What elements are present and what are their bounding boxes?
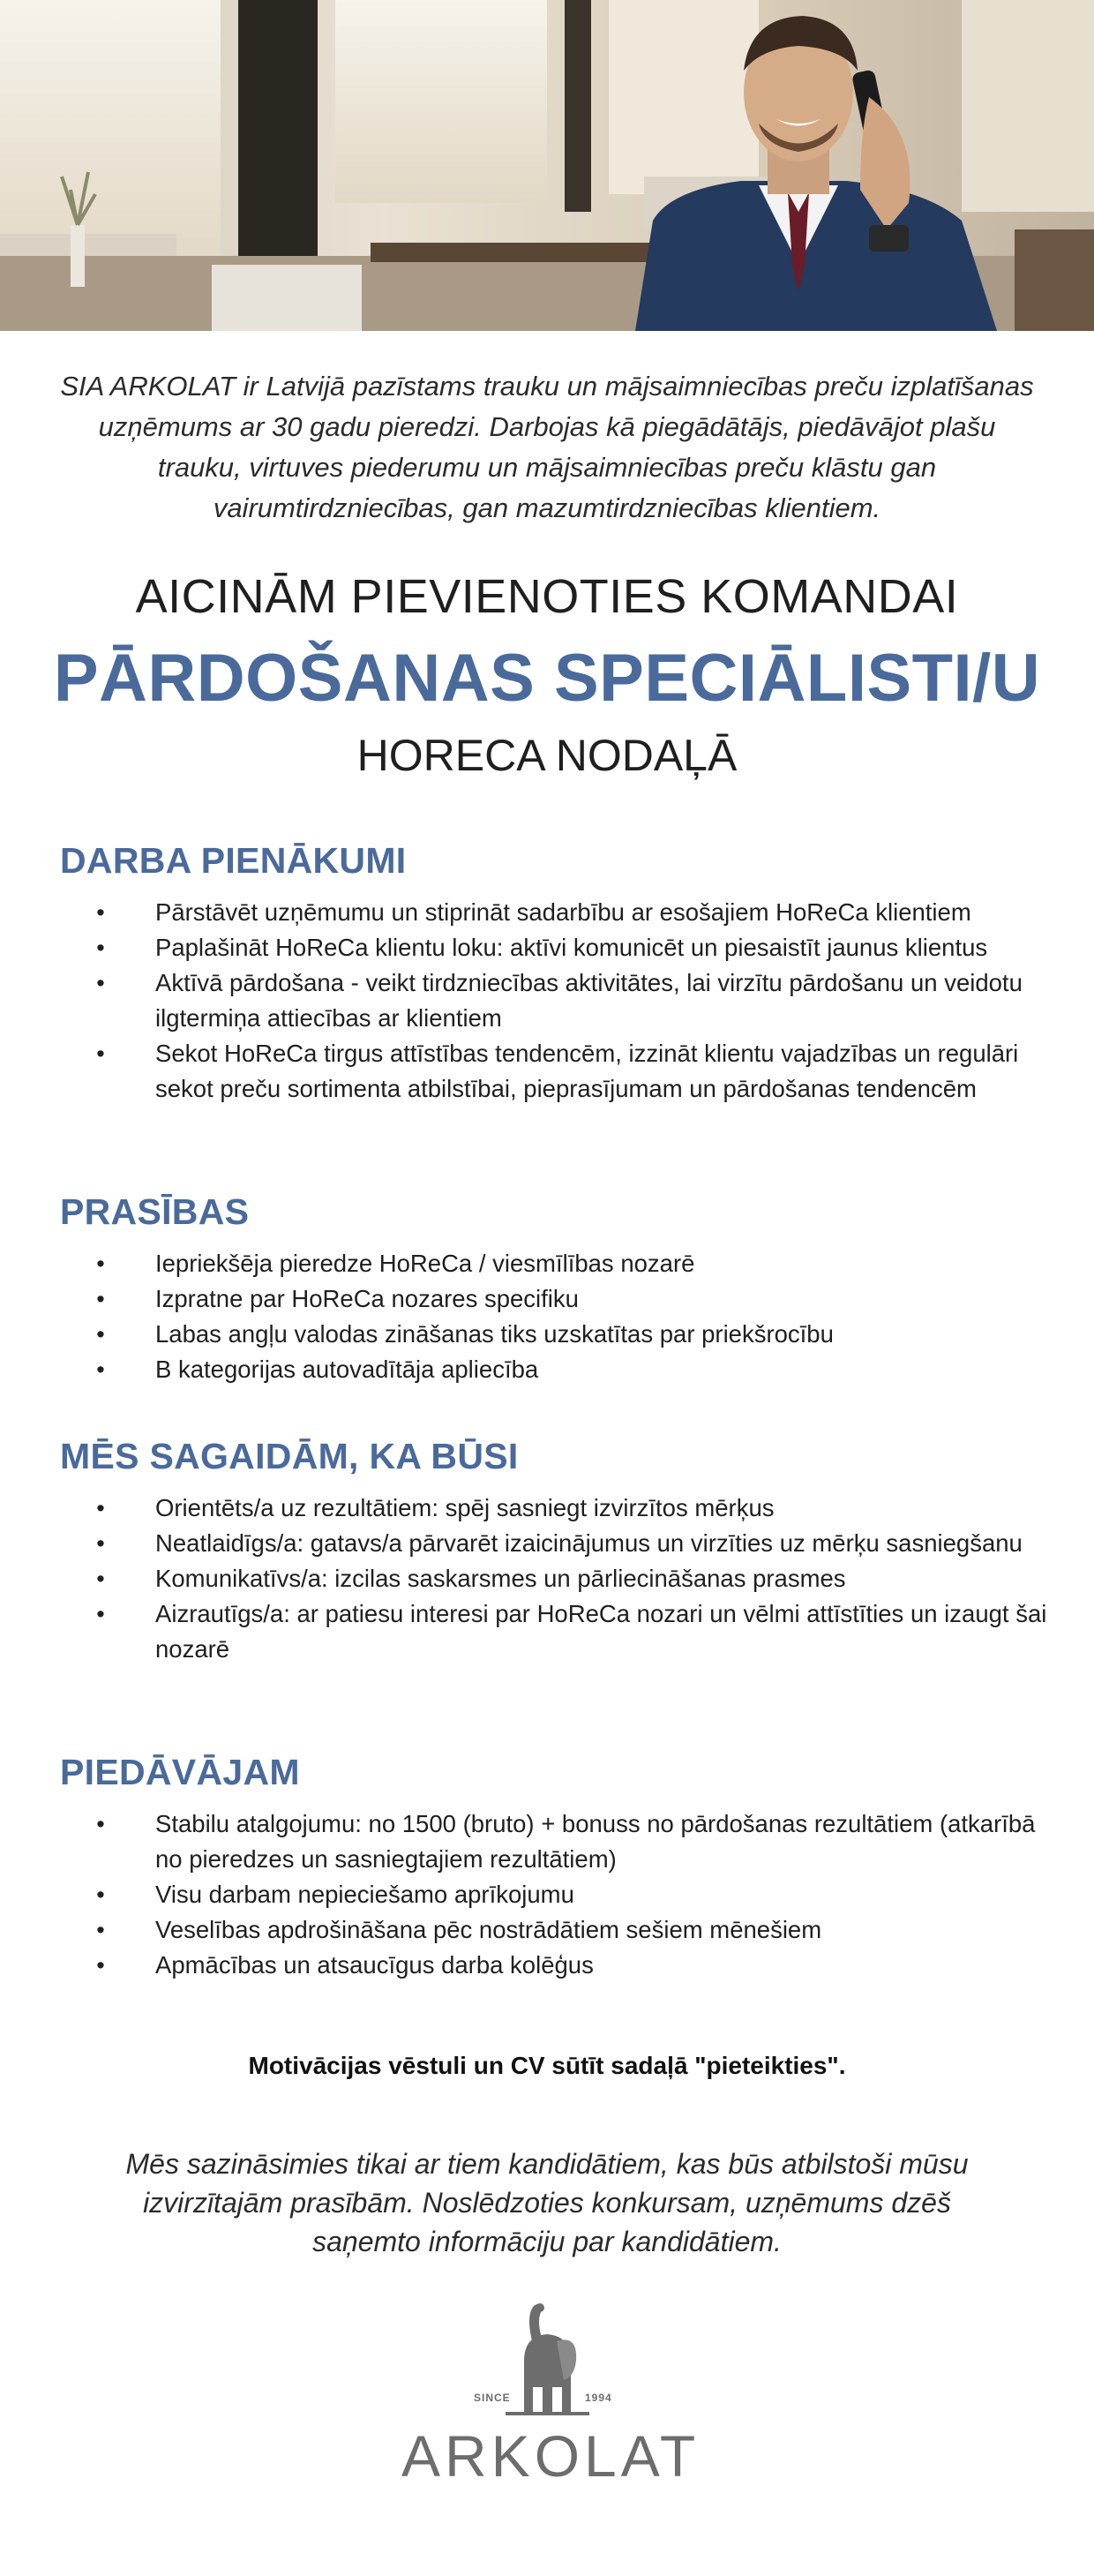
bullet-icon: • — [96, 935, 105, 961]
bullet-icon: • — [96, 1495, 105, 1521]
list-item: • Komunikatīvs/a: izcilas saskarsmes un pārliecināšanas prasmes — [60, 1561, 1048, 1596]
list-item: • Orientēts/a uz rezultātiem: spēj sasniegt izvirzītos mērķus — [60, 1491, 1048, 1526]
application-instruction: Motivācijas vēstuli un CV sūtīt sadaļā "pieteikties". — [248, 2052, 846, 2079]
section-title: DARBA PIENĀKUMI — [60, 840, 407, 881]
bullet-icon: • — [96, 1040, 105, 1067]
company-intro: SIA ARKOLAT ir Latvijā pazīstams trauku un mājsaimniecības preču izplatīšanas uzņēmums ar 30 gadu pieredzi. Darbojas kā piegādātājs, piedāvājot plašu trauku, virtuves piederumu un mājsaimniecības preču klāstu gan vairumtirdzniecības, gan mazumtirdzniecības klientiem. — [60, 371, 1034, 523]
duties-section — [60, 838, 1048, 1107]
bullet-icon: • — [96, 1530, 105, 1557]
expectations-section — [60, 1434, 1048, 1667]
bullet-icon: • — [96, 970, 105, 996]
list-item: • Neatlaidīgs/a: gatavs/a pārvarēt izaicinājumus un virzīties uz mērķu sasniegšanu — [60, 1526, 1048, 1561]
list-item: • Pārstāvēt uzņēmumu un stiprināt sadarbību ar esošajiem HoReCa klientiem — [60, 895, 1048, 930]
elephant-icon — [401, 2299, 693, 2422]
list-item: • B kategorijas autovadītāja apliecība — [60, 1352, 1048, 1387]
list-item: • Veselības apdrošināšana pēc nostrādātiem sešiem mēnešiem — [60, 1912, 1048, 1948]
invite-heading: AICINĀM PIEVIENOTIES KOMANDAI — [135, 570, 959, 623]
list-item: • Iepriekšēja pieredze HoReCa / viesmīlības nozarē — [60, 1246, 1048, 1281]
bullet-icon: • — [96, 1566, 105, 1592]
bullet-icon: • — [96, 1811, 105, 1837]
man-on-phone-photo — [0, 0, 1094, 331]
list-item: • Aizrautīgs/a: ar patiesu interesi par HoReCa nozari un vēlmi attīstīties un izaugt šai nozarē — [60, 1596, 1048, 1667]
department-heading: HORECA NODAĻĀ — [356, 731, 738, 780]
arkolat-logo — [401, 2299, 701, 2493]
bullet-icon: • — [96, 1286, 105, 1312]
bullet-icon: • — [96, 1321, 105, 1348]
position-title: PĀRDOŠANAS SPECIĀLISTI/U — [53, 641, 1041, 716]
list-item: • Sekot HoReCa tirgus attīstības tendencēm, izzināt klientu vajadzības un regulāri sekot preču sortimenta atbilstībai, pieprasījumam un pārdošanas tendencēm — [60, 1036, 1048, 1107]
list-item: • Apmācības un atsaucīgus darba kolēģus — [60, 1948, 1048, 1983]
logo-year-label: 1994 — [585, 2392, 612, 2404]
list-item: • Izpratne par HoReCa nozares specifiku — [60, 1281, 1048, 1317]
list-item: • Aktīvā pārdošana - veikt tirdzniecības aktivitātes, lai virzītu pārdošanu un veidotu ilgtermiņa attiecības ar klientiem — [60, 965, 1048, 1036]
requirements-section — [60, 1190, 1048, 1387]
bullet-icon: • — [96, 1356, 105, 1383]
list-item: • Visu darbam nepieciešamo aprīkojumu — [60, 1877, 1048, 1912]
list-item: • Stabilu atalgojumu: no 1500 (bruto) + bonuss no pārdošanas rezultātiem (atkarībā no pieredzes un sasniegtajiem rezultātiem) — [60, 1806, 1048, 1877]
list-item: • Labas angļu valodas zināšanas tiks uzskatītas par priekšrocību — [60, 1317, 1048, 1352]
hero-photo — [0, 0, 1094, 331]
bullet-icon: • — [96, 1250, 105, 1277]
section-title: PIEDĀVĀJAM — [60, 1752, 300, 1792]
logo-since-label: SINCE — [474, 2392, 511, 2404]
logo-wordmark: ARKOLAT — [401, 2423, 701, 2489]
section-title: MĒS SAGAIDĀM, KA BŪSI — [60, 1436, 519, 1476]
bullet-icon: • — [96, 1952, 105, 1979]
section-title: PRASĪBAS — [60, 1191, 250, 1232]
bullet-icon: • — [96, 1881, 105, 1908]
closing-note: Mēs sazināsimies tikai ar tiem kandidātiem, kas būs atbilstoši mūsu izvirzītajām prasībām. Noslēdzoties konkursam, uzņēmums dzēš saņemto informāciju par kandidātiem. — [125, 2148, 969, 2257]
list-item: • Paplašināt HoReCa klientu loku: aktīvi komunicēt un piesaistīt jaunus klientus — [60, 930, 1048, 965]
bullet-icon: • — [96, 899, 105, 926]
bullet-icon: • — [96, 1917, 105, 1943]
offer-section — [60, 1750, 1048, 1983]
bullet-icon: • — [96, 1601, 105, 1627]
